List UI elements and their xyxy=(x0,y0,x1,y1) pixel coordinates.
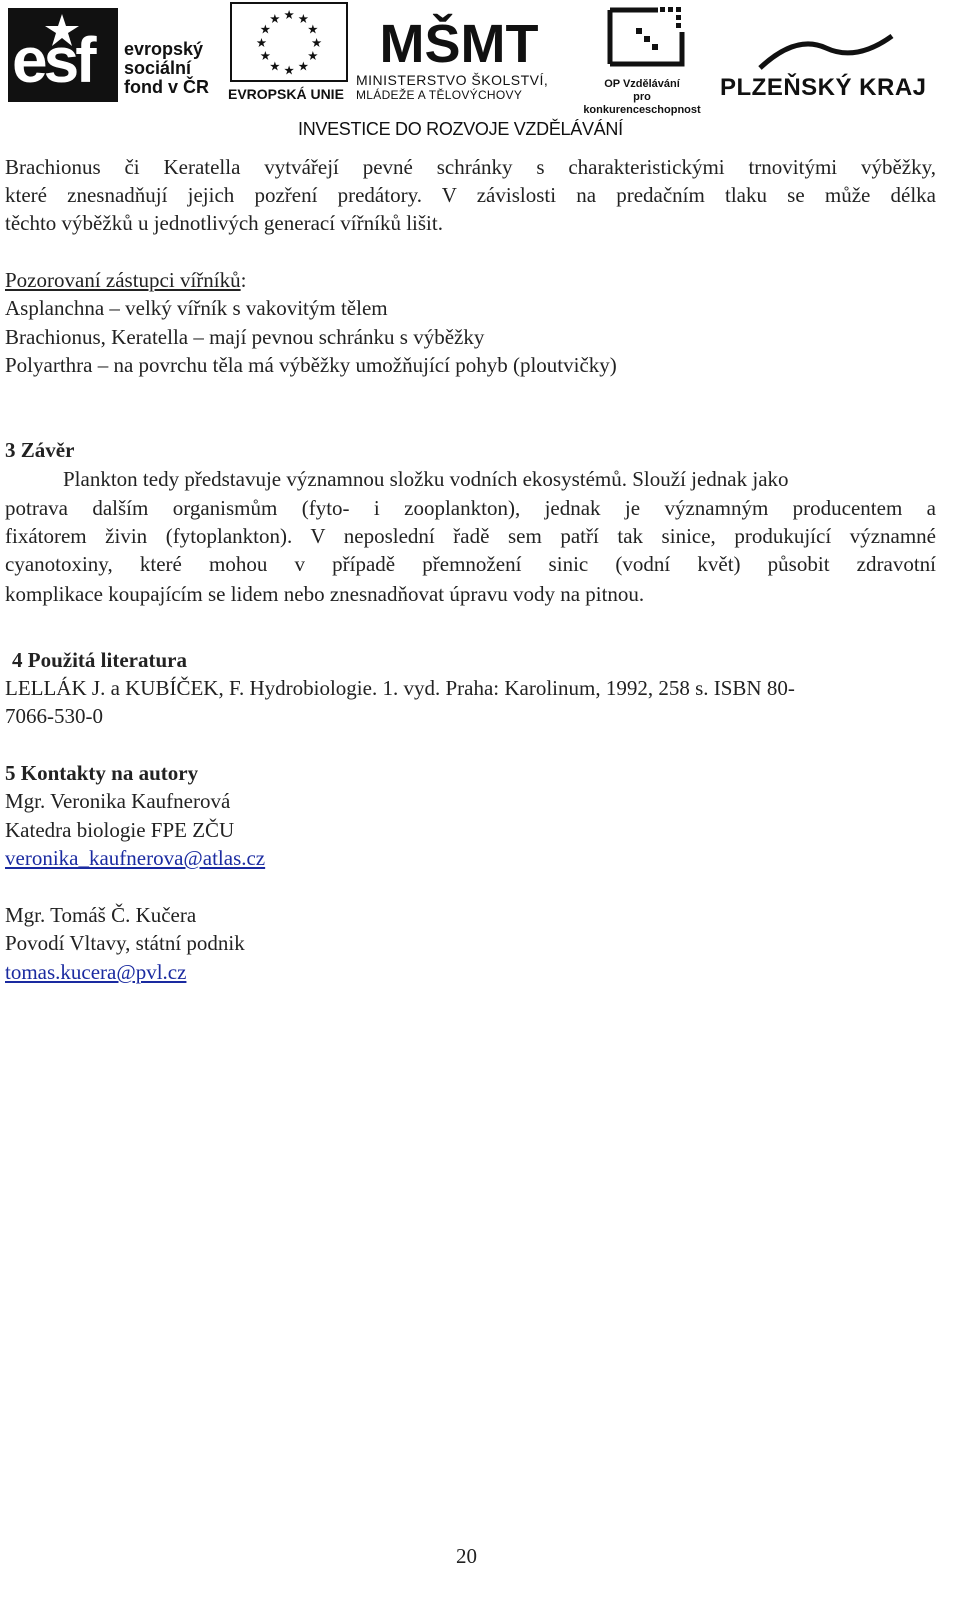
esf-logo-text: evropský sociální fond v ČR xyxy=(124,39,209,97)
author1-email-link[interactable]: veronika_kaufnerova@atlas.cz xyxy=(5,846,266,870)
svg-text:★: ★ xyxy=(283,8,295,23)
investice-slogan: INVESTICE DO ROZVOJE VZDĚLÁVÁNÍ xyxy=(298,119,623,139)
literature-heading: 4 Použitá literatura xyxy=(12,648,187,672)
esf-logo xyxy=(8,8,222,104)
plzensky-kraj-text: PLZEŇSKÝ KRAJ xyxy=(720,74,927,101)
conclusion-line: Plankton tedy představuje významnou složku vodních ekosystémů. Slouží jednak jako xyxy=(63,467,789,491)
contacts-heading: 5 Kontakty na autory xyxy=(5,761,199,785)
svg-text:★: ★ xyxy=(307,49,319,64)
op-logo-text: OP Vzdělávání pro konkurenceschopnost xyxy=(583,78,701,116)
author1-name: Mgr. Veronika Kaufnerová xyxy=(5,789,231,813)
svg-text:MŠMT: MŠMT xyxy=(379,14,539,74)
op-mark-icon xyxy=(596,4,688,70)
plzensky-kraj-logo xyxy=(716,30,930,106)
conclusion-line: cyanotoxiny, které mohou v případě přemnožení sinic (vodní květ) působit zdravotní xyxy=(5,552,936,576)
observed-item: Asplanchna – velký vířník s vakovitým tělem xyxy=(5,296,388,320)
conclusion-paragraph xyxy=(5,494,936,578)
svg-text:★: ★ xyxy=(255,35,267,50)
msmt-mark-icon xyxy=(379,0,539,74)
page-number: 20 xyxy=(456,1544,477,1568)
intro-line: které znesnadňují jejich pozření predátory. V závislosti na predačním tlaku se může délka xyxy=(5,183,936,207)
author2-email-link[interactable]: tomas.kucera@pvl.cz xyxy=(5,960,187,984)
svg-text:★: ★ xyxy=(269,12,281,27)
conclusion-heading: 3 Závěr xyxy=(5,438,75,462)
conclusion-line: potrava dalším organismům (fyto- i zooplankton), jednak je významným producentem a xyxy=(5,496,936,520)
svg-text:★: ★ xyxy=(311,35,323,50)
svg-text:★: ★ xyxy=(307,22,319,37)
svg-text:★: ★ xyxy=(297,12,309,27)
eu-logo-text: EVROPSKÁ UNIE xyxy=(228,86,344,102)
msmt-logo-line1: MINISTERSTVO ŠKOLSTVÍ, xyxy=(356,72,549,88)
literature-entry: LELLÁK J. a KUBÍČEK, F. Hydrobiologie. 1. vyd. Praha: Karolinum, 1992, 258 s. ISBN 80- xyxy=(5,676,795,700)
eu-flag-icon xyxy=(230,2,348,82)
msmt-logo-line2: MLÁDEŽE A TĚLOVÝCHOVY xyxy=(356,88,523,102)
svg-text:★: ★ xyxy=(269,59,281,74)
intro-line: Brachionus či Keratella vytvářejí pevné schránky s charakteristickými trnovitými výběžky, xyxy=(5,155,936,179)
author2-email xyxy=(5,958,186,986)
eu-logo xyxy=(228,2,352,104)
intro-line: těchto výběžků u jednotlivých generací vířníků lišit. xyxy=(5,211,443,235)
msmt-logo xyxy=(356,0,570,104)
observed-heading: Pozorovaní zástupci vířníků: xyxy=(5,268,247,292)
logo-header xyxy=(0,0,960,150)
conclusion-line: fixátorem živin (fytoplankton). V neposlední řadě sem patří tak sinice, produkující významné xyxy=(5,524,936,548)
intro-paragraph xyxy=(5,153,936,209)
svg-text:★: ★ xyxy=(297,59,309,74)
svg-text:★: ★ xyxy=(259,49,271,64)
observed-item: Brachionus, Keratella – mají pevnou schránku s výběžky xyxy=(5,325,485,349)
plzensky-kraj-mark-icon xyxy=(756,30,896,72)
author1-email xyxy=(5,844,265,872)
op-logo xyxy=(574,4,710,116)
conclusion-line: komplikace koupajícím se lidem nebo znesnadňovat úpravu vody na pitnou. xyxy=(5,582,645,606)
author1-affiliation: Katedra biologie FPE ZČU xyxy=(5,818,235,842)
svg-text:★: ★ xyxy=(259,22,271,37)
author2-affiliation: Povodí Vltavy, státní podnik xyxy=(5,931,245,955)
esf-logo-letters: esf xyxy=(12,24,93,96)
literature-entry: 7066-530-0 xyxy=(5,704,103,728)
author2-name: Mgr. Tomáš Č. Kučera xyxy=(5,903,197,927)
observed-item: Polyarthra – na povrchu těla má výběžky umožňující pohyb (ploutvičky) xyxy=(5,353,617,377)
svg-text:★: ★ xyxy=(283,63,295,78)
